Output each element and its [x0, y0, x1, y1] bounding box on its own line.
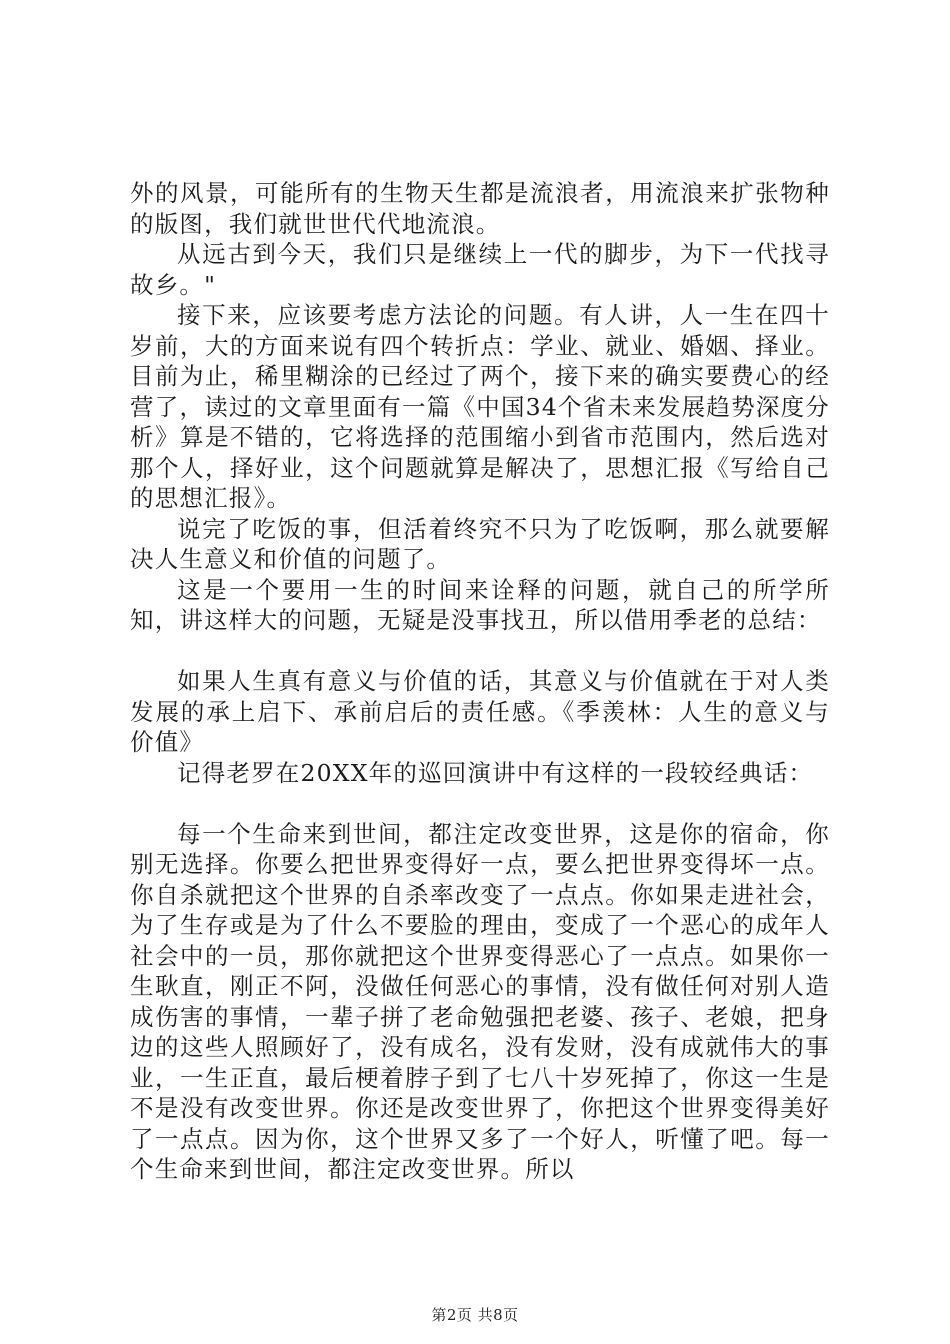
page-number-footer: 第2页 共8页: [431, 1306, 519, 1324]
paragraph: 记得老罗在20XX年的巡回演讲中有这样的一段较经典话：: [177, 758, 814, 787]
paragraph: 这是一个要用一生的时间来诠释的问题，就自己的所学所知，讲这样大的问题，无疑是没事找丑，所以借用季老的总结：: [130, 575, 830, 634]
blank-line: [130, 788, 830, 819]
blank-line: [130, 636, 830, 667]
paragraph: 接下来，应该要考虑方法论的问题。有人讲，人一生在四十岁前，大的方面来说有四个转折点：学业、就业、婚姻、择业。目前为止，稀里糊涂的已经过了两个，接下来的确实要费心的经营了，读过的文章里面有一篇《中国34个省未来发展趋势深度分析》算是不错的，它将选择的范围缩小到省市范围内，然后选对那个人，择好业，这个问题就算是解决了，思想汇报《写给自己的思想汇报》。: [130, 301, 830, 512]
quote-paragraph: 每一个生命来到世间，都注定改变世界，这是你的宿命，你别无选择。你要么把世界变得好一点，要么把世界变得坏一点。你自杀就把这个世界的自杀率改变了一点点。你如果走进社会，为了生存或是为了什么不要脸的理由，变成了一个恶心的成年人社会中的一员，那你就把这个世界变得恶心了一点点。如果你一生耿直，刚正不阿，没做任何恶心的事情，没有做任何对别人造成伤害的事情，一辈子拼了老命勉强把老婆、孩子、老娘，把身边的这些人照顾好了，没有成名，没有发财，没有成就伟大的事业，一生正直，最后梗着脖子到了七八十岁死掉了，你这一生是不是没有改变世界。你还是改变世界了，你把这个世界变得美好了一点点。因为你，这个世界又多了一个好人，听懂了吧。每一个生命来到世间，都注定改变世界。所以: [130, 819, 830, 1183]
paragraph-continuation: 外的风景，可能所有的生物天生都是流浪者，用流浪来扩张物种的版图，我们就世世代代地流浪。: [130, 179, 830, 238]
paragraph: 说完了吃饭的事，但活着终究不只为了吃饭啊，那么就要解决人生意义和价值的问题了。: [130, 514, 830, 573]
quote-paragraph: 如果人生真有意义与价值的话，其意义与价值就在于对人类发展的承上启下、承前启后的责任感。《季羡林：人生的意义与价值》: [130, 667, 830, 756]
paragraph: 从远古到今天，我们只是继续上一代的脚步，为下一代找寻故乡。": [130, 240, 830, 299]
document-body: [130, 178, 830, 1185]
